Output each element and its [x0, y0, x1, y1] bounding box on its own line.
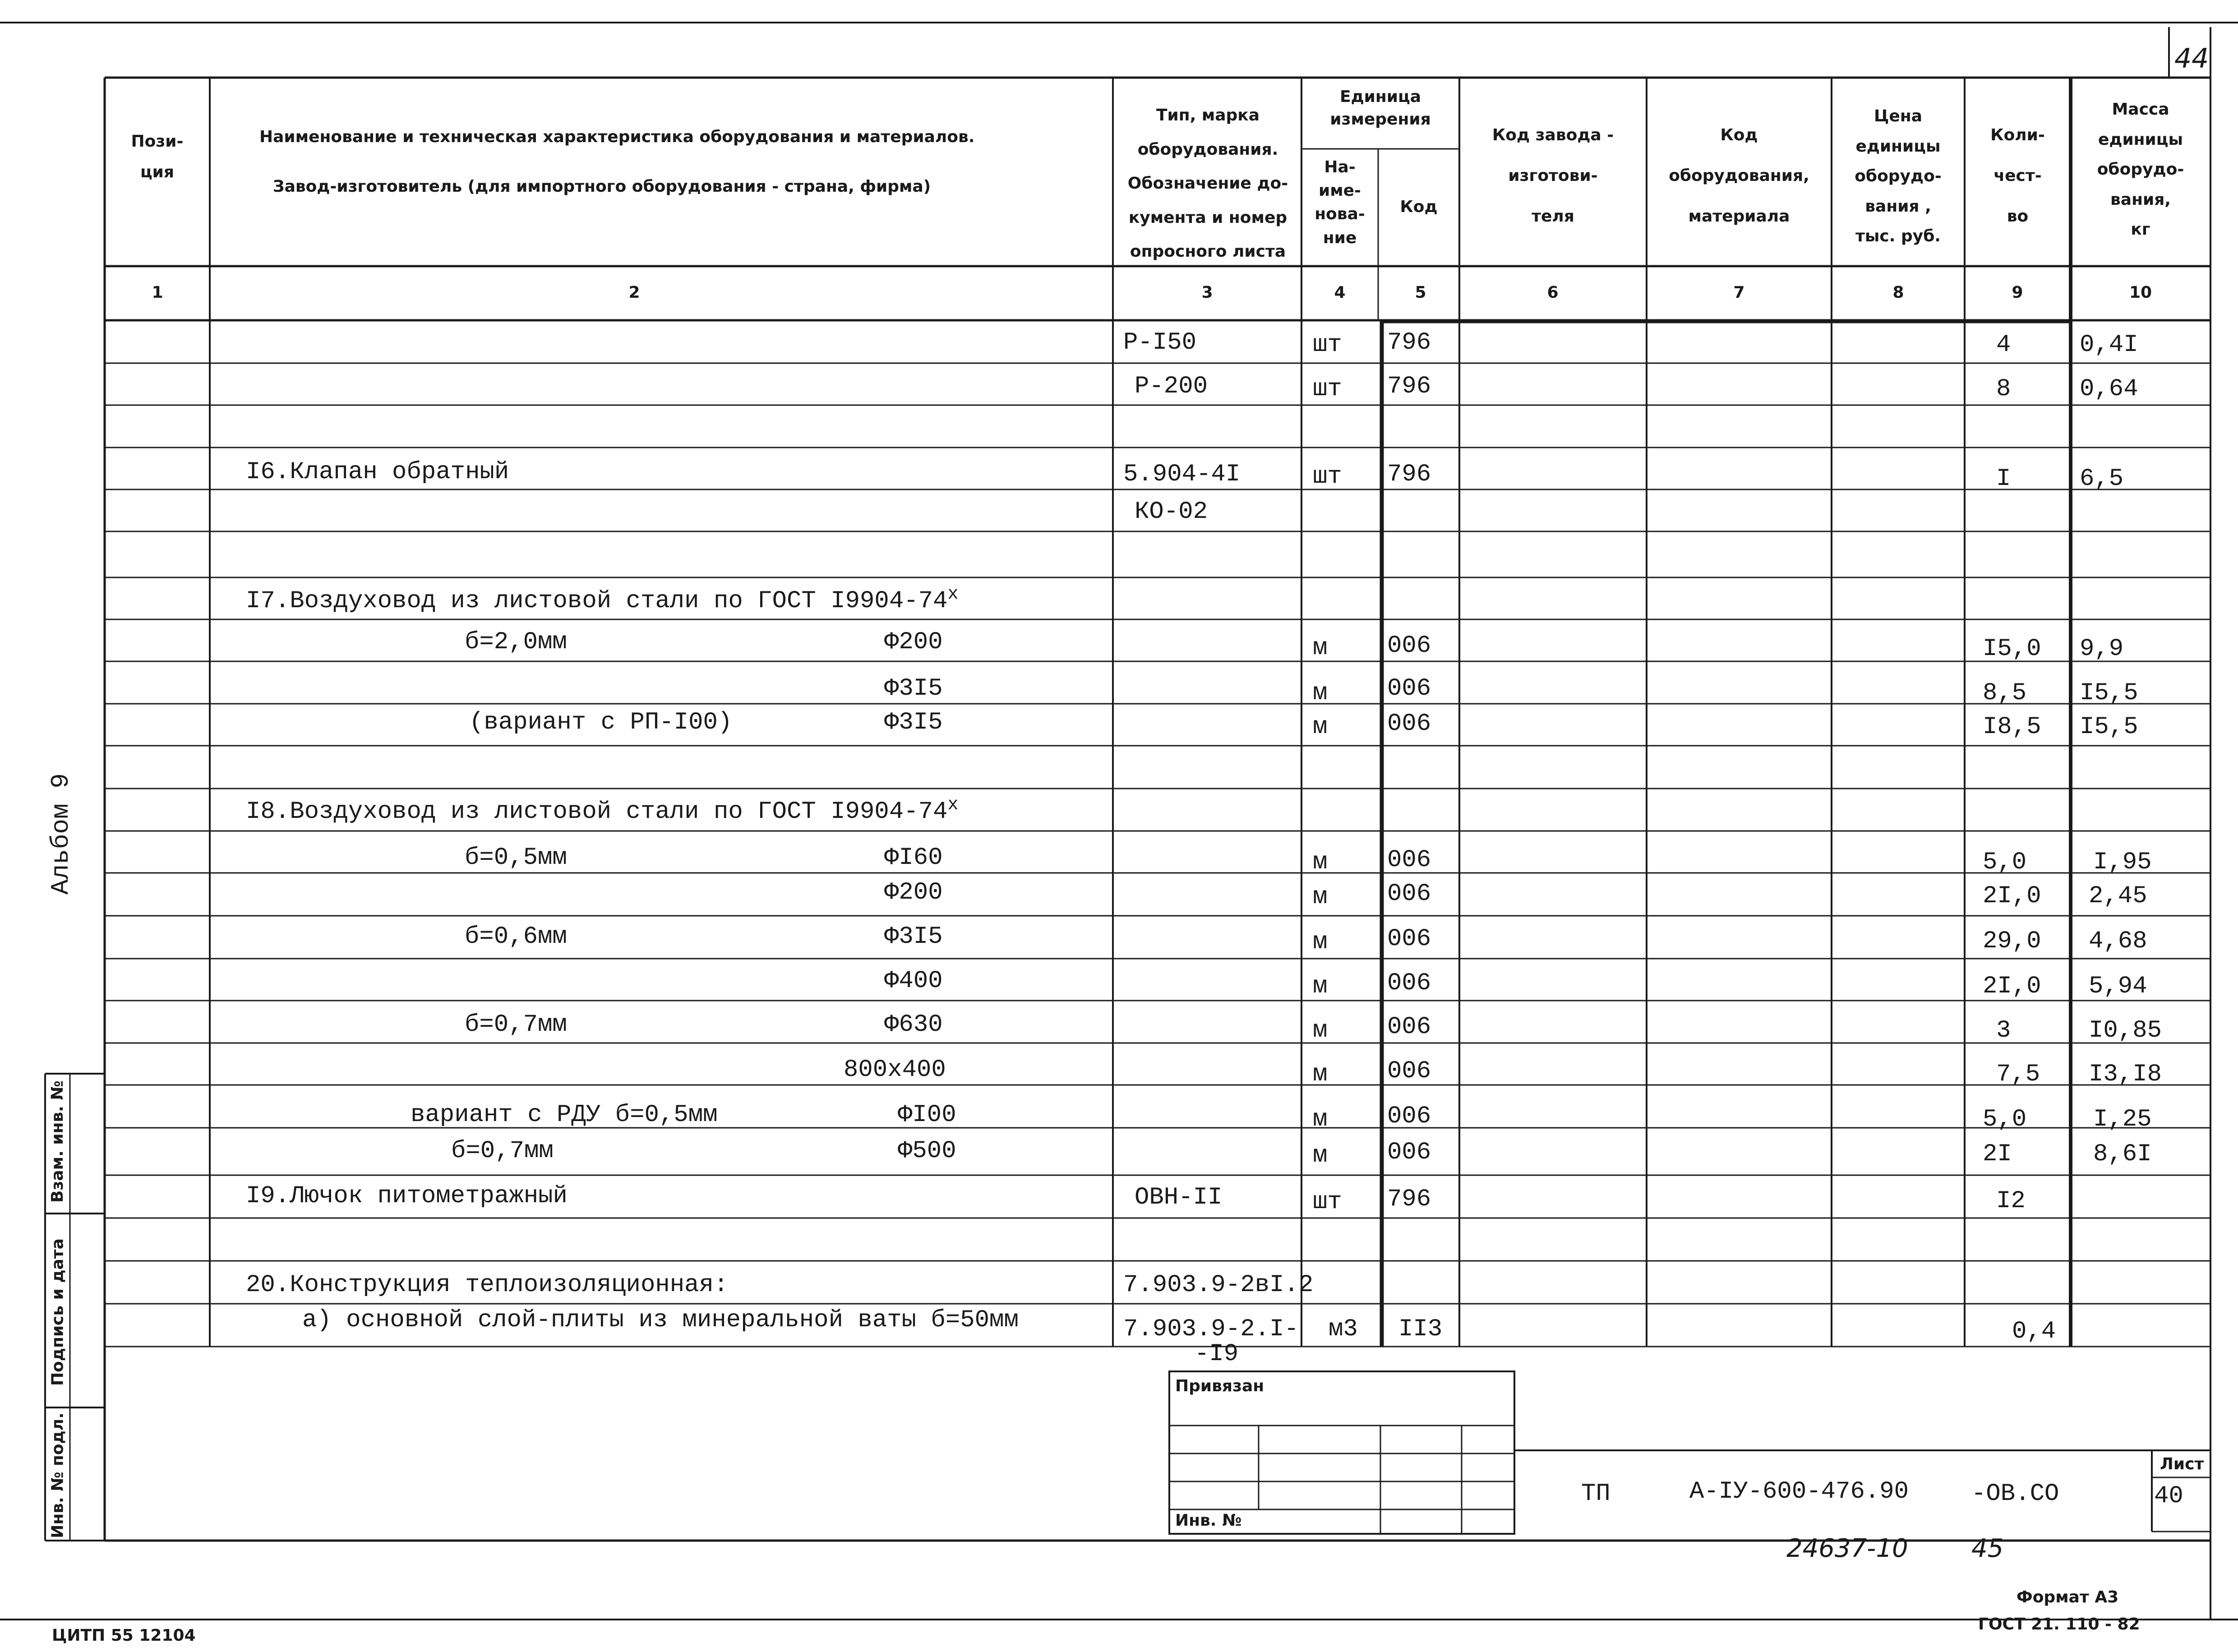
footer-citp: ЦИТП 55 12104	[52, 1626, 196, 1645]
album-label: Альбом 9	[46, 773, 75, 895]
stamp-inv-no: Инв. №	[1175, 1511, 1242, 1530]
sheet-corner-number: 44	[2174, 43, 2209, 74]
row-3-unit: шт	[1313, 463, 1342, 490]
row-18-type-mark: ОВН-II	[1135, 1184, 1223, 1211]
row-3-name: I6.Клапан обратный	[246, 458, 509, 486]
row-20-qty: 0,4	[2012, 1318, 2056, 1345]
column-number-4: 4	[1334, 283, 1346, 302]
row-15-unit: м	[1313, 1061, 1328, 1088]
row-8-mass: I5,5	[2080, 713, 2138, 741]
row-13-mass: 5,94	[2089, 973, 2147, 1000]
header-factory-code: Код завода - изготови- теля	[1492, 126, 1614, 226]
header-type-mark: Тип, марка оборудования. Обозначение до- кумента и номер опросного листа	[1127, 106, 1288, 261]
side-stamp-vzam: Взам. инв. №	[48, 1080, 67, 1203]
row-17-code: 006	[1387, 1139, 1431, 1166]
row-20-code: II3	[1398, 1315, 1443, 1343]
header-unit-group: Единица измерения	[1330, 88, 1431, 129]
row-17-name: б=0,7мм	[451, 1137, 554, 1165]
column-number-3: 3	[1201, 283, 1213, 302]
side-stamp-inv-podl: Инв. № подл.	[48, 1412, 67, 1538]
row-17-size: Ф500	[898, 1137, 956, 1165]
row-12-code: 006	[1387, 925, 1431, 953]
row-10-qty: 5,0	[1983, 849, 2027, 876]
row-12-qty: 29,0	[1983, 928, 2041, 955]
row-2-qty: 8	[1996, 375, 2011, 403]
row-14-qty: 3	[1996, 1017, 2011, 1044]
row-12-name: б=0,6мм	[465, 923, 567, 951]
row-14-mass: I0,85	[2089, 1017, 2162, 1044]
row-11-qty: 2I,0	[1983, 882, 2041, 910]
row-5-name: I7.Воздуховод из листовой стали по ГОСТ $I9904-74^х$	[246, 584, 959, 615]
row-13-unit: м	[1313, 973, 1328, 1000]
row-19-type-mark: 7.903.9-2вI.2	[1123, 1271, 1314, 1299]
row-3-type-mark: 5.904-4I	[1123, 461, 1241, 488]
row-14-code: 006	[1387, 1013, 1431, 1041]
stamp-privyazan: Привязан	[1175, 1377, 1264, 1395]
column-number-2: 2	[628, 283, 640, 302]
row-8-qty: I8,5	[1983, 713, 2041, 741]
row-6-mass: 9,9	[2080, 635, 2124, 663]
row-2-type-mark: Р-200	[1135, 373, 1208, 400]
row-1-code: 796	[1387, 329, 1431, 356]
title-sheet-number: 40	[2154, 1482, 2183, 1510]
footer-format: Формат А3	[2017, 1588, 2119, 1606]
header-name-line1: Наименование и техническая характеристика оборудования и материалов.	[259, 128, 975, 146]
footer-gost: ГОСТ 21. 110 - 82	[1978, 1615, 2140, 1634]
handwritten-number: 24637-10	[1786, 1534, 1908, 1563]
row-6-code: 006	[1387, 632, 1431, 660]
row-20-name: а) основной слой-плиты из минеральной ваты б=50мм	[302, 1306, 1019, 1334]
row-3-code: 796	[1387, 461, 1431, 488]
row-7-qty: 8,5	[1983, 679, 2027, 707]
row-15-code: 006	[1387, 1057, 1431, 1085]
header-unit-name: На- име- нова- ние	[1315, 158, 1365, 247]
row-10-mass: I,95	[2093, 849, 2152, 876]
row-2-code: 796	[1387, 373, 1431, 400]
row-11-size: Ф200	[884, 879, 943, 906]
row-9-name: I8.Воздуховод из листовой стали по ГОСТ $I9904-74^х$	[246, 795, 959, 826]
row-16-unit: м	[1313, 1106, 1328, 1133]
row-12-mass: 4,68	[2089, 928, 2147, 955]
row-20-type-mark-cont: -I9	[1195, 1340, 1239, 1368]
row-3-mass: 6,5	[2080, 465, 2124, 493]
row-1-unit: шт	[1313, 331, 1342, 359]
header-name-line2: Завод-изготовитель (для импортного оборудования - страна, фирма)	[273, 177, 931, 196]
title-suffix: -ОВ.СО	[1971, 1480, 2059, 1508]
column-number-5: 5	[1415, 283, 1426, 302]
header-unit-code: Код	[1400, 198, 1438, 216]
row-13-size: Ф400	[884, 967, 943, 995]
row-1-qty: 4	[1996, 331, 2011, 359]
row-2-mass: 0,64	[2080, 375, 2138, 403]
row-6-unit: м	[1313, 634, 1328, 662]
row-17-unit: м	[1313, 1142, 1328, 1169]
row-8-unit: м	[1313, 713, 1328, 741]
row-20-type-mark: 7.903.9-2.I-	[1123, 1315, 1299, 1343]
row-17-qty: 2I	[1983, 1140, 2012, 1168]
row-7-size: Ф3I5	[884, 675, 943, 702]
column-number-6: 6	[1547, 283, 1559, 302]
row-16-qty: 5,0	[1983, 1106, 2027, 1133]
row-18-code: 796	[1387, 1186, 1431, 1213]
header-equipment-code: Код оборудования, материала	[1669, 126, 1809, 226]
row-14-name: б=0,7мм	[465, 1011, 567, 1038]
header-quantity: Коли- чест- во	[1990, 126, 2045, 226]
row-18-name: I9.Лючок питометражный	[246, 1182, 568, 1210]
row-10-name: б=0,5мм	[465, 844, 567, 872]
row-1-mass: 0,4I	[2080, 331, 2138, 359]
row-12-size: Ф3I5	[884, 923, 943, 951]
row-7-unit: м	[1313, 679, 1328, 707]
header-unit-price: Цена единицы оборудо- вания , тыс. руб.	[1855, 107, 1942, 246]
handwritten-page: 45	[1971, 1534, 2004, 1563]
row-11-mass: 2,45	[2089, 882, 2147, 910]
row-16-name: вариант с РДУ б=0,5мм	[411, 1101, 718, 1129]
row-20-unit: м3	[1329, 1315, 1358, 1343]
row-10-code: 006	[1387, 846, 1431, 874]
row-8-size: Ф3I5	[884, 709, 943, 736]
header-unit-mass: Масса единицы оборудо- вания, кг	[2097, 100, 2184, 239]
row-14-size: Ф630	[884, 1011, 943, 1038]
column-number-10: 10	[2129, 283, 2152, 302]
header-position: Пози- ция	[131, 132, 184, 182]
row-10-unit: м	[1313, 849, 1328, 876]
row-7-code: 006	[1387, 675, 1431, 702]
side-stamp-podpis: Подпись и дата	[48, 1238, 67, 1386]
row-16-mass: I,25	[2093, 1106, 2152, 1133]
column-number-8: 8	[1892, 283, 1904, 302]
row-7-mass: I5,5	[2080, 679, 2138, 707]
row-16-code: 006	[1387, 1103, 1431, 1130]
title-designation: А-IУ-600-476.90	[1689, 1478, 1909, 1505]
row-13-code: 006	[1387, 969, 1431, 997]
row-6-qty: I5,0	[1983, 635, 2041, 663]
row-12-unit: м	[1313, 928, 1328, 956]
row-18-qty: I2	[1996, 1187, 2026, 1215]
row-17-mass: 8,6I	[2093, 1140, 2152, 1168]
row-1-type-mark: Р-I50	[1123, 329, 1197, 356]
row-6-name: б=2,0мм	[465, 628, 567, 656]
column-number-1: 1	[152, 283, 163, 302]
row-19-name: 20.Конструкция теплоизоляционная:	[246, 1271, 729, 1299]
row-10-size: ФI60	[884, 844, 943, 872]
row-18-unit: шт	[1313, 1188, 1342, 1216]
title-sheet-label: Лист	[2160, 1455, 2204, 1473]
row-14-unit: м	[1313, 1017, 1328, 1044]
row-11-code: 006	[1387, 880, 1431, 908]
column-number-9: 9	[2012, 283, 2023, 302]
row-8-name: (вариант с РП-I00)	[469, 709, 733, 736]
row-15-mass: I3,I8	[2089, 1061, 2162, 1088]
row-16-size: ФI00	[898, 1101, 956, 1129]
row-11-unit: м	[1313, 883, 1328, 911]
row-15-qty: 7,5	[1996, 1061, 2040, 1088]
row-8-code: 006	[1387, 710, 1431, 738]
row-3-qty: I	[1996, 465, 2011, 493]
row-15-size: 800х400	[844, 1056, 946, 1084]
title-tp: ТП	[1581, 1480, 1610, 1508]
row-13-qty: 2I,0	[1983, 973, 2041, 1000]
row-6-size: Ф200	[884, 628, 943, 656]
row-4-type-mark: КО-02	[1135, 498, 1208, 526]
row-2-unit: шт	[1313, 375, 1342, 403]
column-number-7: 7	[1733, 283, 1745, 302]
